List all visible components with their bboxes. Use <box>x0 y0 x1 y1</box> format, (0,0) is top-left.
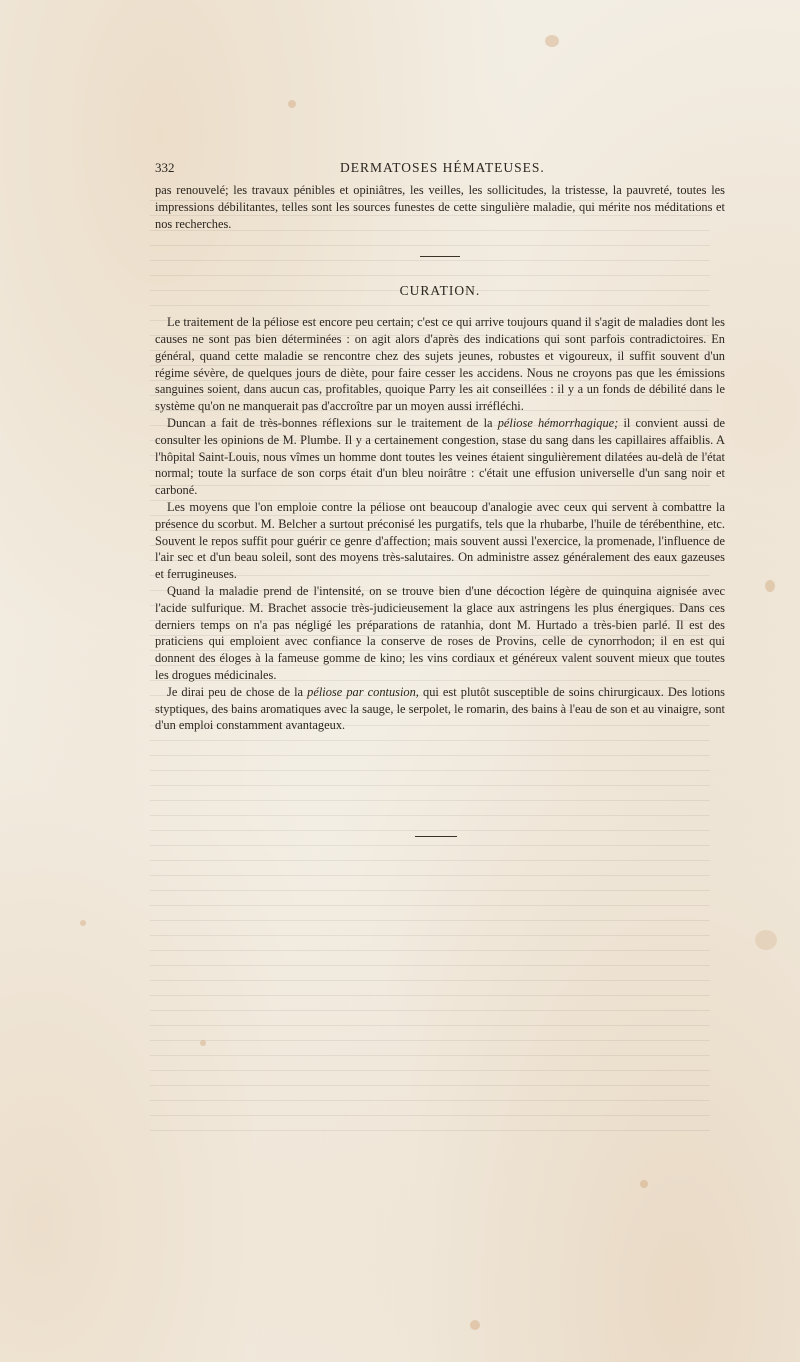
foxing-spot <box>80 920 86 926</box>
foxing-spot <box>470 1320 480 1330</box>
foxing-spot <box>200 1040 206 1046</box>
foxing-spot <box>545 35 559 47</box>
foxing-spot <box>640 1180 648 1188</box>
running-title: DERMATOSES HÉMATEUSES. <box>340 160 545 175</box>
page-content <box>155 160 725 734</box>
body-paragraph: Quand la maladie prend de l'intensité, on se trouve bien d'une décoction légère de quinquina aignisée avec l'acide sulfurique. M. Brachet associe très-judicieusement la glace aux astringens les plus énergiques. Dans ces derniers temps on n'a pas négligé les préparations de ratanhia, dont M. Hurtado a très-bien parlé. Il est des praticiens qui emploient avec confiance la conserve de roses de Provins, celle de cynorrhodon; il en est qui donnent des éloges à la fameuse gomme de kino; les vins cordiaux et généreux valent souvent mieux que toutes les drogues médicinales. <box>155 583 725 682</box>
foxing-spot <box>755 930 777 950</box>
body-paragraph: Je dirai peu de chose de la péliose par contusion, qui est plutôt susceptible de soins chirurgicaux. Des lotions styptiques, des bains aromatiques avec la sauge, le serpolet, le romarin, des bains à l'eau de son et au vinaigre, sont d'un emploi constamment avantageux. <box>155 684 725 733</box>
intro-paragraph: pas renouvelé; les travaux pénibles et opiniâtres, les veilles, les sollicitudes, la tristesse, la pauvreté, toutes les impressions débilitantes, telles sont les sources funestes de cette singulière maladie, qui mérite nos méditations et nos recherches. <box>155 183 725 231</box>
running-header <box>155 160 725 178</box>
end-divider <box>415 836 457 837</box>
body-paragraph: Les moyens que l'on emploie contre la péliose ont beaucoup d'analogie avec ceux qui servent à combattre la présence du scorbut. M. Belcher a surtout préconisé les purgatifs, tels que la rhubarbe, l'huile de térébenthine, etc. Souvent le repos suffit pour guérir ce genre d'affection; mais souvent aussi l'exercice, la promenade, l'influence de l'air sec et d'un beau soleil, sont des moyens très-salutaires. On administre assez généralement des eaux gazeuses et ferrugineuses. <box>155 499 725 582</box>
page-number: 332 <box>155 160 175 175</box>
foxing-spot <box>288 100 296 108</box>
section-title: CURATION. <box>399 283 481 299</box>
body-paragraph: Duncan a fait de très-bonnes réflexions sur le traitement de la péliose hémorrhagique; il convient aussi de consulter les opinions de M. Plumbe. Il y a certainement congestion, stase du sang dans les capillaires affaiblis. A l'hôpital Saint-Louis, nous vîmes un homme dont toutes les veines étaient singulièrement dilatées au-delà de l'état normal; toute la surface de son corps était d'un bleu noirâtre : c'était une effusion universelle d'un sang noir et carboné. <box>155 415 725 498</box>
body-paragraph: Le traitement de la péliose est encore peu certain; c'est ce qui arrive toujours quand il s'agit de maladies dont les causes ne sont pas bien déterminées : on agit alors d'après des indications qui sont parfois contradictoires. En général, quand cette maladie se rencontre chez des sujets jeunes, robustes et vigoureux, il suffit souvent d'un régime sévère, de quelques jours de diète, pour faire cesser les accidens. Nous ne croyons pas que les émissions sanguines soient, dans aucun cas, profitables, quoique Parry les ait conseillées : il y a un fonds de débilité dans le système qu'on ne manquerait pas d'accroître par un moyen aussi irréfléchi. <box>155 315 725 414</box>
section-divider <box>420 256 460 257</box>
foxing-spot <box>765 580 775 592</box>
